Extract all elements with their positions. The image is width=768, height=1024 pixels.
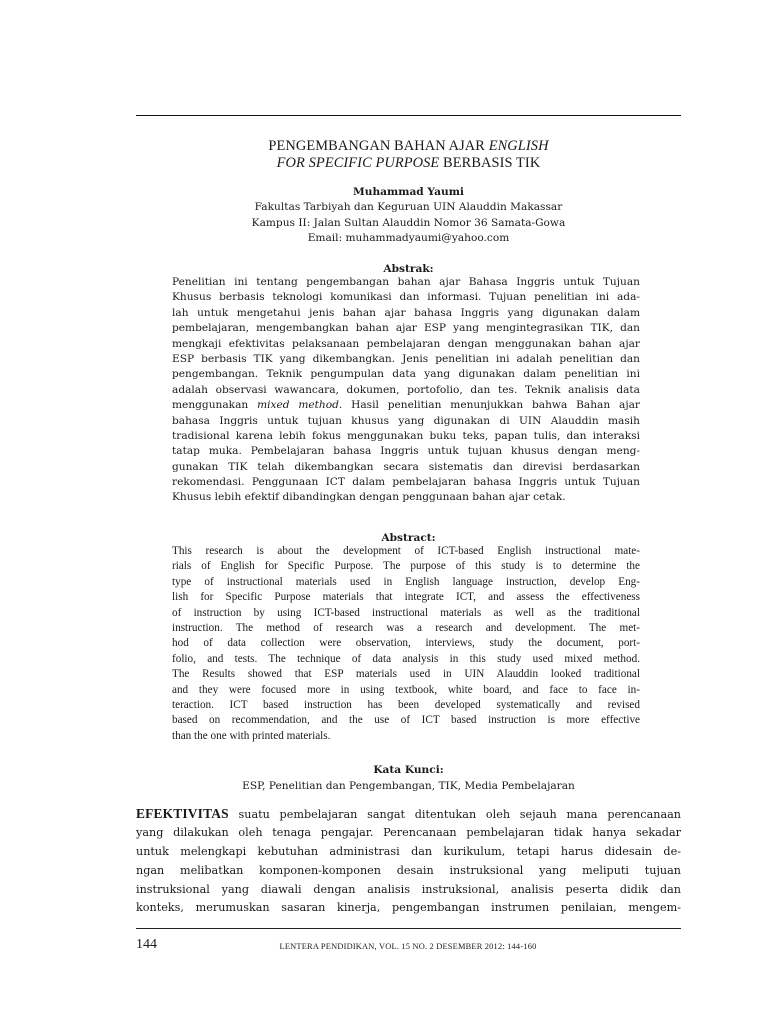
header-rule <box>136 115 681 116</box>
abstrak-line: rekomendasi. Penggunaan ICT dalam pembelajaran bahasa Inggris untuk Tujuan <box>172 476 640 489</box>
address: Kampus II: Jalan Sultan Alauddin Nomor 36 Samata-Gowa <box>251 216 566 229</box>
lead-word: EFEKTIVITAS <box>136 806 229 821</box>
body-line: yang dilakukan oleh tenaga pengajar. Perencanaan pembelajaran tidak hanya sekadar <box>136 825 681 839</box>
abstrak-line: adalah observasi wawancara, dokumen, portofolio, dan tes. Teknik analisis data <box>172 383 640 396</box>
abstrak-line: bahasa Inggris untuk tujuan khusus yang digunakan di UIN Alauddin masih <box>172 414 640 427</box>
abstrak-line-mixed: menggunakan mixed method. Hasil penelitian menunjukkan bahwa Bahan ajar <box>172 399 640 412</box>
abstrak-text <box>172 275 640 506</box>
abstrak-line: Khusus berbasis teknologi komunikasi dan informasi. Tujuan penelitian ini ada- <box>172 291 640 304</box>
abstract-line: based on recommendation, and the use of ICT based instruction is more effective <box>172 714 640 727</box>
email: Email: muhammadyaumi@yahoo.com <box>307 232 510 245</box>
abstrak-line: tradisional karena lebih fokus menggunakan buku teks, papan tulis, dan interaksi <box>172 429 640 442</box>
abstrak-line: pembelajaran, mengembangkan bahan ajar ESP yang mengintegrasikan TIK, dan <box>172 322 640 335</box>
abstrak-line: gunakan TIK telah dikembangkan secara sistematis dan direvisi berdasarkan <box>172 460 640 473</box>
abstract-line: and they were focused more in using textbook, white board, and face to face in- <box>172 683 640 696</box>
abstrak-line: tatap muka. Pembelajaran bahasa Inggris untuk tujuan khusus dengan meng- <box>172 445 640 458</box>
abstrak-line: Penelitian ini tentang pengembangan bahan ajar Bahasa Inggris untuk Tujuan <box>172 276 640 288</box>
affiliation: Fakultas Tarbiyah dan Keguruan UIN Alauddin Makassar <box>254 201 563 213</box>
footer-rule <box>136 928 681 929</box>
body-line-first: EFEKTIVITAS suatu pembelajaran sangat ditentukan oleh sejauh mana perencanaan <box>136 806 681 821</box>
abstrak-line: Khusus lebih efektif dibandingkan dengan penggunaan bahan ajar cetak. <box>172 491 566 504</box>
title-line-2: FOR SPECIFIC PURPOSE BERBASIS TIK <box>276 155 541 171</box>
abstract-line: of instruction by using ICT-based instructional materials as well as the traditional <box>172 606 640 619</box>
abstrak-line: ESP berbasis TIK yang dikembangkan. Jenis penelitian ini adalah penelitian dan <box>172 352 640 365</box>
abstract-line: instruction. The method of research was a research and development. The met- <box>172 621 640 634</box>
body-line: konteks, merumuskan sasaran kinerja, pengembangan instrumen penilaian, mengem- <box>136 901 681 915</box>
abstrak-heading: Abstrak: <box>383 263 434 275</box>
abstract-line: than the one with printed materials. <box>172 729 331 742</box>
page-number: 144 <box>136 937 157 952</box>
abstract-heading: Abstract: <box>381 532 436 544</box>
body-line: untuk melengkapi kebutuhan administrasi dan kurikulum, tetapi harus didesain de- <box>136 844 681 858</box>
abstrak-line: lah untuk mengetahui jenis bahan ajar bahasa Inggris yang digunakan dalam <box>172 306 640 319</box>
abstract-line: This research is about the development of ICT-based English instructional mate- <box>172 545 640 557</box>
running-footer: LENTERA PENDIDIKAN, VOL. 15 NO. 2 DESEMBER 2012: 144-160 <box>279 942 537 951</box>
body-line: instruksional yang diawali dengan analisis instruksional, analisis peserta didik dan <box>136 882 681 896</box>
author-affiliation-block <box>136 200 681 247</box>
abstract-line: folio, and tests. The technique of data analysis in this study used mixed method. <box>172 652 640 665</box>
abstract-line: teraction. ICT based instruction has been developed systematically and revised <box>172 698 640 711</box>
abstrak-line: mengkaji efektivitas pelaksanaan pembelajaran dengan menggunakan bahan ajar <box>172 337 640 350</box>
abstract-line: type of instructional materials used in English language instruction, develop Eng- <box>172 575 640 588</box>
abstract-line: lish for Specific Purpose materials that integrate ICT, and assess the effectiveness <box>172 591 640 604</box>
author-name: Muhammad Yaumi <box>353 186 464 198</box>
abstract-line: rials of English for Specific Purpose. The purpose of this study is to determine the <box>172 560 640 573</box>
abstract-text <box>172 544 640 744</box>
keywords-text: ESP, Penelitian dan Pengembangan, TIK, Media Pembelajaran <box>242 780 575 792</box>
keywords-heading: Kata Kunci: <box>373 764 444 776</box>
abstract-line: hod of data collection were observation, interviews, study the document, port- <box>172 637 640 650</box>
title-line-1: PENGEMBANGAN BAHAN AJAR ENGLISH <box>268 138 549 154</box>
body-text <box>136 805 681 918</box>
abstrak-line: pengembangan. Teknik pengumpulan data yang digunakan dalam penelitian ini <box>172 368 640 381</box>
paper-title <box>136 138 681 172</box>
abstract-line: The Results showed that ESP materials used in UIN Alauddin looked traditional <box>172 668 640 681</box>
body-line: ngan melibatkan komponen-komponen desain instruksional yang meliputi tujuan <box>136 863 681 877</box>
